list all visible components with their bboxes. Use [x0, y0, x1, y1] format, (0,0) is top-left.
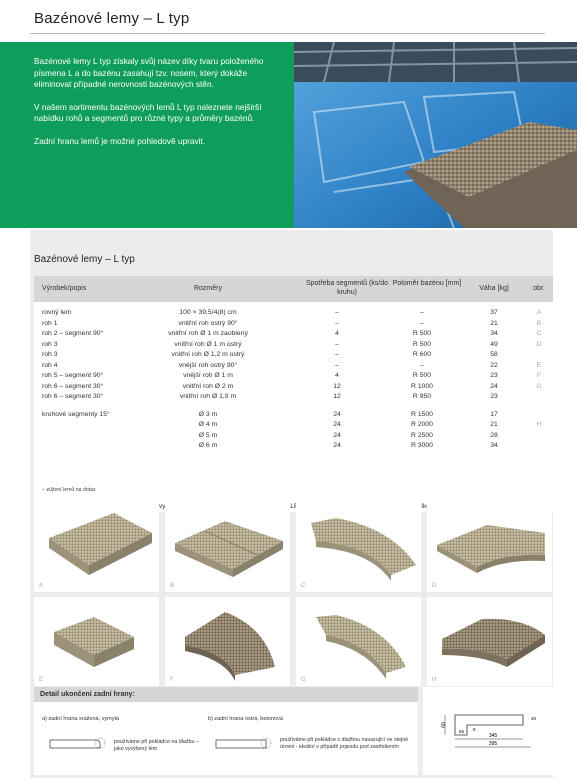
cell-picture: D: [536, 340, 542, 348]
cell-consumption: –: [335, 351, 339, 358]
hero-paragraph-3: Zadní hranu lemů je možné pohledově upravit.: [34, 135, 206, 146]
cell-weight: 22: [490, 361, 498, 369]
table-row: [34, 411, 553, 420]
profile-b-icon: [214, 737, 274, 751]
dim-inner: 345: [488, 733, 498, 739]
pool-photo: [294, 42, 577, 228]
cell-consumption: 24: [333, 410, 341, 418]
cell-dims: vnější roh Ø 1 m: [183, 372, 233, 379]
cell-consumption: 24: [333, 431, 341, 439]
cell-picture: F: [536, 372, 542, 379]
cell-radius: –: [420, 319, 424, 327]
dim-total: 395: [488, 741, 498, 747]
table-note: – zúžení lemů na dotaz: [42, 487, 96, 493]
edge-detail: [34, 687, 418, 775]
photo-label-e: E: [39, 677, 44, 683]
cell-dims: vnější roh ostrý 90°: [178, 361, 238, 369]
cell-radius: R 600: [412, 351, 432, 358]
photo-f: [165, 597, 290, 686]
table-row: [34, 362, 553, 371]
cell-radius: R 500: [412, 372, 432, 379]
cell-consumption: 12: [333, 382, 341, 390]
cell-product: roh 3: [42, 351, 58, 358]
cell-weight: 37: [490, 309, 498, 316]
cell-dims: Ø 4 m: [198, 421, 218, 428]
photo-d: [427, 503, 552, 592]
table-row: [34, 432, 553, 441]
cell-product: roh 4: [42, 361, 58, 369]
hero-paragraph-2: V našem sortimentu bazénových lemů L typ naleznete nejširší nabídku rohů a segmentů pro různé typy a průměry bazénů.: [34, 101, 262, 123]
dim-small: 8: [473, 727, 476, 732]
dimension-drawing: [423, 687, 553, 775]
cell-dims: vnitřní roh ostrý 90°: [178, 319, 238, 327]
profile-a-icon: [48, 737, 108, 751]
cell-picture: E: [536, 361, 542, 369]
cell-radius: –: [420, 361, 424, 369]
cell-product: roh 6 – segment 30°: [42, 393, 104, 400]
cell-weight: 28: [490, 431, 498, 439]
cell-weight: 21: [490, 421, 498, 428]
header-product: Výrobek/popis: [42, 285, 87, 292]
cell-weight: 24: [490, 382, 498, 390]
option-a-label: a) zadní hrana sražená, vymytá: [42, 716, 120, 722]
cell-radius: R 2000: [411, 421, 433, 428]
cell-radius: –: [420, 309, 424, 316]
option-b-desc: používáme při pokládce s dlažbou navazující ve stejné úrovni - ideální v případě pojezdu pod zastřešením: [280, 737, 409, 750]
photo-b: [165, 503, 290, 592]
cell-dims: 100 × 39,5/4(8) cm: [179, 309, 237, 316]
cell-weight: 23: [490, 393, 498, 400]
cell-dims: vnitřní roh Ø 2 m: [182, 382, 234, 390]
cell-radius: R 2500: [411, 431, 433, 439]
header-radius: Poloměr bazénu [mm]: [392, 280, 462, 287]
photo-label-b: B: [170, 583, 175, 589]
section-title: Bazénové lemy – L typ: [34, 254, 135, 265]
cell-dims: Ø 5 m: [198, 431, 218, 439]
photo-label-f: F: [170, 677, 174, 683]
page-title: Bazénové lemy – L typ: [34, 10, 190, 27]
cell-product: roh 3: [42, 340, 58, 348]
cell-consumption: –: [335, 309, 339, 316]
profile-dimension-icon: [423, 687, 553, 775]
header-dims: Rozměry: [193, 285, 222, 292]
header-picture: obr.: [533, 285, 545, 292]
photo-g: [296, 597, 421, 686]
header-weight: Váha [kg]: [479, 285, 509, 292]
cell-product: roh 6 – segment 30°: [42, 382, 104, 390]
cell-dims: Ø 3 m: [198, 410, 218, 418]
cell-consumption: –: [335, 340, 339, 348]
cell-radius: R 500: [412, 340, 432, 348]
photo-label-c: C: [301, 583, 306, 589]
cell-weight: 34: [490, 442, 498, 449]
cell-weight: 23: [490, 372, 498, 379]
cell-product: roh 5 – segment 90°: [42, 372, 104, 379]
cell-radius: R 1000: [411, 382, 433, 390]
photo-e: [34, 597, 159, 686]
cell-dims: vnitřní roh Ø 1 m ostrý: [174, 340, 242, 348]
table-row: [34, 393, 553, 402]
table-row: [34, 320, 553, 329]
title-divider: [30, 33, 545, 34]
cell-weight: 49: [490, 340, 498, 348]
photo-label-h: H: [432, 677, 437, 683]
cell-dims: vnitřní roh Ø 1 m zaoblený: [168, 330, 248, 337]
table-row: [34, 341, 553, 350]
table-row: [34, 421, 553, 430]
cell-dims: vnitřní roh Ø 1,9 m: [179, 393, 237, 400]
cell-consumption: –: [335, 319, 339, 327]
cell-weight: 34: [490, 330, 498, 337]
table-row: [34, 330, 553, 339]
cell-weight: 21: [490, 319, 498, 327]
cell-product: roh 1: [42, 319, 58, 327]
cell-consumption: 4: [335, 372, 339, 379]
option-a-desc: používáme při pokládce na dlažbu – jako vyvýšený lem: [114, 739, 199, 752]
cell-picture: G: [536, 382, 542, 390]
photo-label-g: G: [301, 677, 306, 683]
cell-picture: H: [536, 421, 542, 428]
cell-consumption: 24: [333, 421, 341, 428]
cell-product: rovný lem: [42, 309, 72, 316]
cell-product: roh 2 – segment 90°: [42, 330, 104, 337]
dim-height: 60: [441, 722, 447, 728]
cell-consumption: –: [335, 361, 339, 369]
cell-product: kruhové segmenty 15°: [42, 410, 110, 418]
cell-picture: C: [536, 330, 542, 337]
hero-section: [0, 42, 577, 228]
table-row: [34, 383, 553, 392]
header-consumption: Spotřeba segmentů (ks/do kruhu): [305, 280, 389, 296]
table-body: [34, 302, 553, 512]
table-row: [34, 309, 553, 318]
cell-picture: A: [536, 309, 542, 316]
photo-a: [34, 503, 159, 592]
cell-weight: 17: [490, 410, 498, 418]
cell-radius: R 1500: [411, 410, 433, 418]
cell-consumption: 12: [333, 393, 341, 400]
cell-dims: Ø 6 m: [198, 442, 218, 449]
photo-label-d: D: [432, 583, 437, 589]
table-header: [34, 276, 553, 302]
cell-picture: B: [536, 319, 542, 327]
table-row: [34, 442, 553, 451]
photo-label-a: A: [39, 583, 44, 589]
cell-radius: R 500: [412, 330, 432, 337]
table-row: [34, 351, 553, 360]
cell-radius: R 950: [412, 393, 432, 400]
cell-dims: vnitřní roh Ø 1,2 m ostrý: [171, 351, 245, 358]
option-b-label: b) zadní hrana ostrá, betonová: [208, 716, 283, 722]
cell-radius: R 3000: [411, 442, 433, 449]
table-row: [34, 372, 553, 381]
photo-c: [296, 503, 421, 592]
hero-paragraph-1: Bazénové lemy L typ získaly svůj název díky tvaru položeného písmena L a do bazénu zasahují tzv. nosem, který dokáže eliminovat případné nerovnosti bazénových stěn.: [34, 56, 264, 89]
hero-text-block: [0, 42, 294, 228]
product-table: [34, 276, 553, 512]
detail-heading: Detail ukončení zadní hrany:: [34, 687, 418, 702]
cell-consumption: 24: [333, 442, 341, 449]
photo-h: [427, 597, 552, 686]
cell-weight: 58: [490, 351, 498, 358]
dim-lip: 40: [531, 716, 537, 721]
cell-consumption: 4: [335, 330, 339, 337]
dim-nose: 55: [459, 729, 465, 734]
